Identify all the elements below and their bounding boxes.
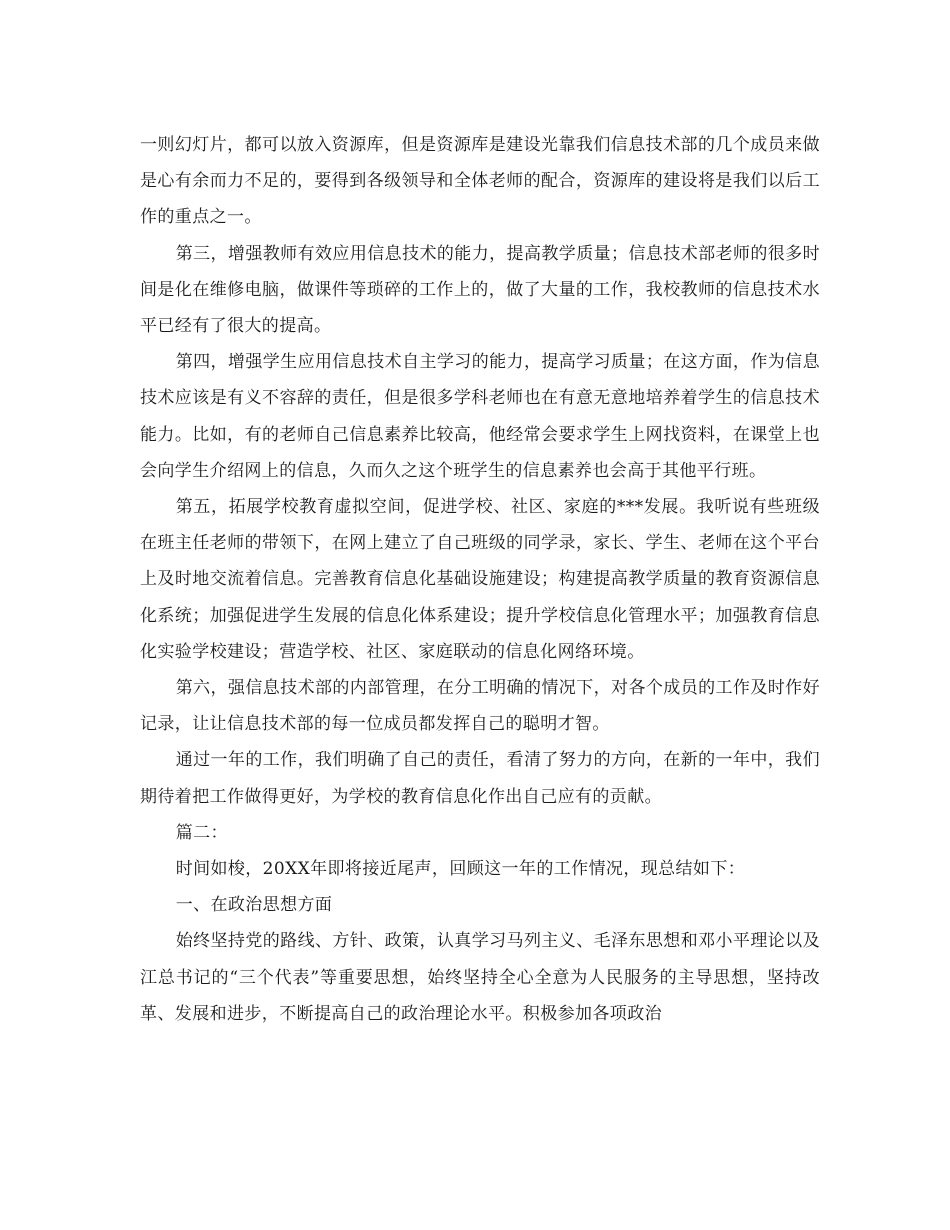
paragraph-fifth-point: 第五，拓展学校教育虚拟空间，促进学校、社区、家庭的***发展。我听说有些班级在班主任老师的带领下，在网上建立了自己班级的同学录，家长、学生、老师在这个平台上及时地交流着信息。完善教育信息化基础设施建设；构建提高教学质量的教育资源信息化系统；加强促进学生发展的信息化体系建设；提升学校信息化管理水平；加强教育信息化实验学校建设；营造学校、社区、家庭联动的信息化网络环境。 — [140, 497, 820, 662]
paragraph-conclusion: 通过一年的工作，我们明确了自己的责任，看清了努力的方向，在新的一年中，我们期待着把工作做得更好，为学校的教育信息化作出自己应有的贡献。 — [140, 750, 820, 807]
section-heading-part-two: 篇二： — [175, 822, 228, 843]
paragraph-intro: 时间如梭，20XX年即将接近尾声，回顾这一年的工作情况，现总结如下： — [175, 859, 746, 880]
paragraph-sixth-point: 第六，强信息技术部的内部管理，在分工明确的情况下，对各个成员的工作及时作好记录，让让信息技术部的每一位成员都发挥自己的聪明才智。 — [140, 678, 820, 735]
paragraph-political-thought: 始终坚持党的路线、方针、政策，认真学习马列主义、毛泽东思想和邓小平理论以及江总书记的“三个代表”等重要思想，始终坚持全心全意为人民服务的主导思想，坚持改革、发展和进步，不断提高自己的政治理论水平。积极参加各项政治 — [140, 931, 820, 1024]
document-body — [140, 127, 820, 1032]
paragraph-continuation: 一则幻灯片，都可以放入资源库，但是资源库是建设光靠我们信息技术部的几个成员来做是心有余而力不足的，要得到各级领导和全体老师的配合，资源库的建设将是我们以后工作的重点之一。 — [140, 135, 820, 228]
paragraph-fourth-point: 第四，增强学生应用信息技术自主学习的能力，提高学习质量；在这方面，作为信息技术应该是有义不容辞的责任，但是很多学科老师也在有意无意地培养着学生的信息技术能力。比如，有的老师自己信息素养比较高，他经常会要求学生上网找资料，在课堂上也会向学生介绍网上的信息，久而久之这个班学生的信息素养也会高于其他平行班。 — [140, 352, 820, 481]
section-heading-political: 一、在政治思想方面 — [175, 895, 333, 916]
paragraph-third-point: 第三，增强教师有效应用信息技术的能力，提高教学质量；信息技术部老师的很多时间是化在维修电脑，做课件等琐碎的工作上的，做了大量的工作，我校教师的信息技术水平已经有了很大的提高。 — [140, 243, 820, 337]
